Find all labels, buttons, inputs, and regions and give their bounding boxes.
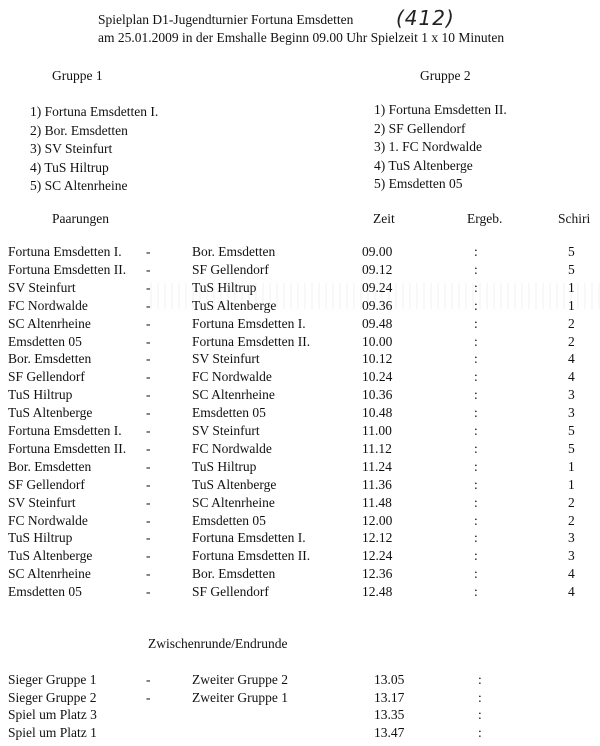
- home-team: Fortuna Emsdetten I.: [8, 423, 122, 438]
- group1-team: 1) Fortuna Emsdetten I.: [30, 104, 159, 119]
- away-team: FC Nordwalde: [192, 369, 272, 385]
- referee: 3: [568, 530, 575, 546]
- away-team: TuS Hiltrup: [192, 279, 257, 295]
- finals-away: Zweiter Gruppe 2: [192, 672, 288, 687]
- page-title: [98, 12, 353, 28]
- table-row: [0, 513, 600, 531]
- separator: -: [146, 244, 151, 259]
- handwritten-note: (412): [396, 6, 455, 30]
- finals-title: Zwischenrunde/Endrunde: [148, 636, 288, 651]
- table-row: [0, 441, 600, 459]
- separator: -: [146, 458, 151, 474]
- separator: -: [146, 369, 151, 385]
- referee: 1: [568, 476, 575, 492]
- away-team: TuS Hiltrup: [192, 458, 257, 474]
- home-team: Bor. Emsdetten: [8, 458, 92, 474]
- result: :: [474, 440, 478, 456]
- home-team: TuS Hiltrup: [8, 530, 73, 546]
- finals-home: Spiel um Platz 1: [8, 724, 97, 740]
- kickoff-time: 11.48: [362, 494, 392, 510]
- kickoff-time: 09.24: [362, 279, 393, 295]
- finals-home: Sieger Gruppe 2: [8, 689, 97, 705]
- result: :: [474, 297, 478, 313]
- result: :: [474, 512, 478, 528]
- finals-row: [0, 672, 600, 690]
- finals-time: 13.17: [374, 689, 405, 705]
- home-team: TuS Hiltrup: [8, 387, 73, 403]
- away-team: Emsdetten 05: [192, 405, 266, 421]
- away-team: Bor. Emsdetten: [192, 244, 276, 259]
- table-row: [0, 423, 600, 441]
- away-team: Fortuna Emsdetten II.: [192, 333, 311, 349]
- kickoff-time: 09.48: [362, 315, 393, 331]
- referee: 5: [568, 261, 575, 277]
- referee: 3: [568, 387, 575, 403]
- referee: 3: [568, 405, 575, 421]
- result: :: [474, 476, 478, 492]
- finals-row: [0, 725, 600, 743]
- separator: -: [146, 584, 151, 600]
- referee: 2: [568, 512, 575, 528]
- group1-team: 4) TuS Hiltrup: [30, 159, 109, 175]
- result: :: [474, 387, 478, 403]
- referee: 4: [568, 369, 575, 385]
- separator: -: [146, 423, 151, 438]
- kickoff-time: 10.24: [362, 369, 393, 385]
- col-time: Zeit: [373, 211, 395, 226]
- finals-result: :: [478, 689, 482, 705]
- home-team: TuS Altenberge: [8, 405, 93, 421]
- table-row: [0, 584, 600, 602]
- table-row: [0, 459, 600, 477]
- away-team: Emsdetten 05: [192, 512, 266, 528]
- kickoff-time: 09.12: [362, 261, 393, 277]
- result: :: [474, 566, 478, 582]
- finals-time: 13.05: [374, 672, 405, 687]
- table-row: [0, 262, 600, 280]
- away-team: SC Altenrheine: [192, 387, 275, 403]
- separator: -: [146, 405, 151, 421]
- referee: 5: [568, 440, 575, 456]
- away-team: SF Gellendorf: [192, 584, 269, 600]
- separator: -: [146, 476, 151, 492]
- away-team: TuS Altenberge: [192, 297, 277, 313]
- finals-row: [0, 707, 600, 725]
- kickoff-time: 12.36: [362, 566, 393, 582]
- away-team: Fortuna Emsdetten I.: [192, 530, 306, 546]
- referee: 1: [568, 297, 575, 313]
- table-row: [0, 351, 600, 369]
- table-row: [0, 477, 600, 495]
- away-team: Fortuna Emsdetten II.: [192, 548, 311, 564]
- separator: -: [146, 440, 151, 456]
- table-row: [0, 566, 600, 584]
- table-row: [0, 244, 600, 262]
- title-line2: am 25.01.2009 in der Emshalle Beginn 09.00 Uhr Spielzeit 1 x 10 Minuten: [98, 30, 505, 45]
- referee: 4: [568, 351, 575, 367]
- result: :: [474, 315, 478, 331]
- away-team: SV Steinfurt: [192, 351, 260, 367]
- group2-team: 2) SF Gellendorf: [374, 120, 466, 136]
- kickoff-time: 10.12: [362, 351, 393, 367]
- table-row: [0, 405, 600, 423]
- separator: -: [146, 672, 151, 687]
- result: :: [474, 261, 478, 277]
- result: :: [474, 279, 478, 295]
- result: :: [474, 548, 478, 564]
- finals-result: :: [478, 724, 482, 740]
- finals-result: :: [478, 672, 482, 687]
- home-team: SC Altenrheine: [8, 566, 91, 582]
- finals-home: Spiel um Platz 3: [8, 707, 97, 722]
- away-team: SC Altenrheine: [192, 494, 275, 510]
- result: :: [474, 423, 478, 438]
- col-ref: Schiri: [558, 211, 591, 226]
- group1-team: 2) Bor. Emsdetten: [30, 122, 128, 138]
- kickoff-time: 10.00: [362, 333, 393, 349]
- group1-team: 3) SV Steinfurt: [30, 141, 113, 156]
- separator: -: [146, 566, 151, 582]
- home-team: Fortuna Emsdetten II.: [8, 261, 127, 277]
- group2-team: 3) 1. FC Nordwalde: [374, 139, 482, 154]
- separator: -: [146, 315, 151, 331]
- table-row: [0, 530, 600, 548]
- result: :: [474, 458, 478, 474]
- kickoff-time: 12.00: [362, 512, 393, 528]
- result: :: [474, 351, 478, 367]
- kickoff-time: 12.24: [362, 548, 393, 564]
- home-team: FC Nordwalde: [8, 297, 88, 313]
- table-row: [0, 369, 600, 387]
- col-pairings: Paarungen: [52, 211, 109, 226]
- table-row: [0, 280, 600, 298]
- result: :: [474, 333, 478, 349]
- home-team: SF Gellendorf: [8, 369, 85, 385]
- separator: -: [146, 279, 151, 295]
- away-team: TuS Altenberge: [192, 476, 277, 492]
- finals-time: 13.35: [374, 707, 405, 722]
- separator: -: [146, 333, 151, 349]
- finals-time: 13.47: [374, 724, 405, 740]
- group2-team: 4) TuS Altenberge: [374, 157, 473, 173]
- result: :: [474, 584, 478, 600]
- referee: 2: [568, 315, 575, 331]
- table-row: [0, 298, 600, 316]
- group2-team: 1) Fortuna Emsdetten II.: [374, 102, 507, 117]
- separator: -: [146, 512, 151, 528]
- result: :: [474, 244, 478, 259]
- kickoff-time: 10.36: [362, 387, 393, 403]
- home-team: SF Gellendorf: [8, 476, 85, 492]
- table-row: [0, 548, 600, 566]
- referee: 1: [568, 279, 575, 295]
- home-team: Emsdetten 05: [8, 333, 82, 349]
- title-line1: Spielplan D1-Jugendturnier Fortuna Emsdetten: [98, 12, 354, 27]
- separator: -: [146, 689, 151, 705]
- kickoff-time: 11.36: [362, 476, 392, 492]
- col-result: Ergeb.: [467, 211, 503, 226]
- group2-title: Gruppe 2: [420, 68, 471, 83]
- group2-team: 5) Emsdetten 05: [374, 176, 463, 191]
- separator: -: [146, 351, 151, 367]
- separator: -: [146, 494, 151, 510]
- home-team: SC Altenrheine: [8, 315, 91, 331]
- referee: 1: [568, 458, 575, 474]
- finals-result: :: [478, 707, 482, 722]
- referee: 5: [568, 423, 575, 438]
- separator: -: [146, 297, 151, 313]
- home-team: Fortuna Emsdetten I.: [8, 244, 122, 259]
- kickoff-time: 11.24: [362, 458, 392, 474]
- result: :: [474, 494, 478, 510]
- referee: 3: [568, 548, 575, 564]
- referee: 2: [568, 333, 575, 349]
- separator: -: [146, 261, 151, 277]
- table-row: [0, 495, 600, 513]
- home-team: Fortuna Emsdetten II.: [8, 440, 127, 456]
- kickoff-time: 10.48: [362, 405, 393, 421]
- kickoff-time: 09.00: [362, 244, 393, 259]
- result: :: [474, 405, 478, 421]
- group1-title: Gruppe 1: [52, 68, 103, 83]
- separator: -: [146, 387, 151, 403]
- finals-row: [0, 690, 600, 708]
- separator: -: [146, 530, 151, 546]
- result: :: [474, 530, 478, 546]
- away-team: SV Steinfurt: [192, 423, 260, 438]
- away-team: Bor. Emsdetten: [192, 566, 276, 582]
- separator: -: [146, 548, 151, 564]
- referee: 4: [568, 566, 575, 582]
- kickoff-time: 11.12: [362, 440, 392, 456]
- home-team: SV Steinfurt: [8, 279, 76, 295]
- away-team: FC Nordwalde: [192, 440, 272, 456]
- home-team: TuS Altenberge: [8, 548, 93, 564]
- table-row: [0, 334, 600, 352]
- kickoff-time: 09.36: [362, 297, 393, 313]
- referee: 2: [568, 494, 575, 510]
- home-team: Emsdetten 05: [8, 584, 82, 600]
- table-row: [0, 316, 600, 334]
- away-team: SF Gellendorf: [192, 261, 269, 277]
- kickoff-time: 12.48: [362, 584, 393, 600]
- kickoff-time: 12.12: [362, 530, 393, 546]
- result: :: [474, 369, 478, 385]
- home-team: FC Nordwalde: [8, 512, 88, 528]
- home-team: SV Steinfurt: [8, 494, 76, 510]
- kickoff-time: 11.00: [362, 423, 392, 438]
- finals-home: Sieger Gruppe 1: [8, 672, 97, 687]
- group1-team: 5) SC Altenrheine: [30, 178, 128, 193]
- referee: 5: [568, 244, 575, 259]
- away-team: Fortuna Emsdetten I.: [192, 315, 306, 331]
- referee: 4: [568, 584, 575, 600]
- home-team: Bor. Emsdetten: [8, 351, 92, 367]
- finals-away: Zweiter Gruppe 1: [192, 689, 288, 705]
- table-row: [0, 387, 600, 405]
